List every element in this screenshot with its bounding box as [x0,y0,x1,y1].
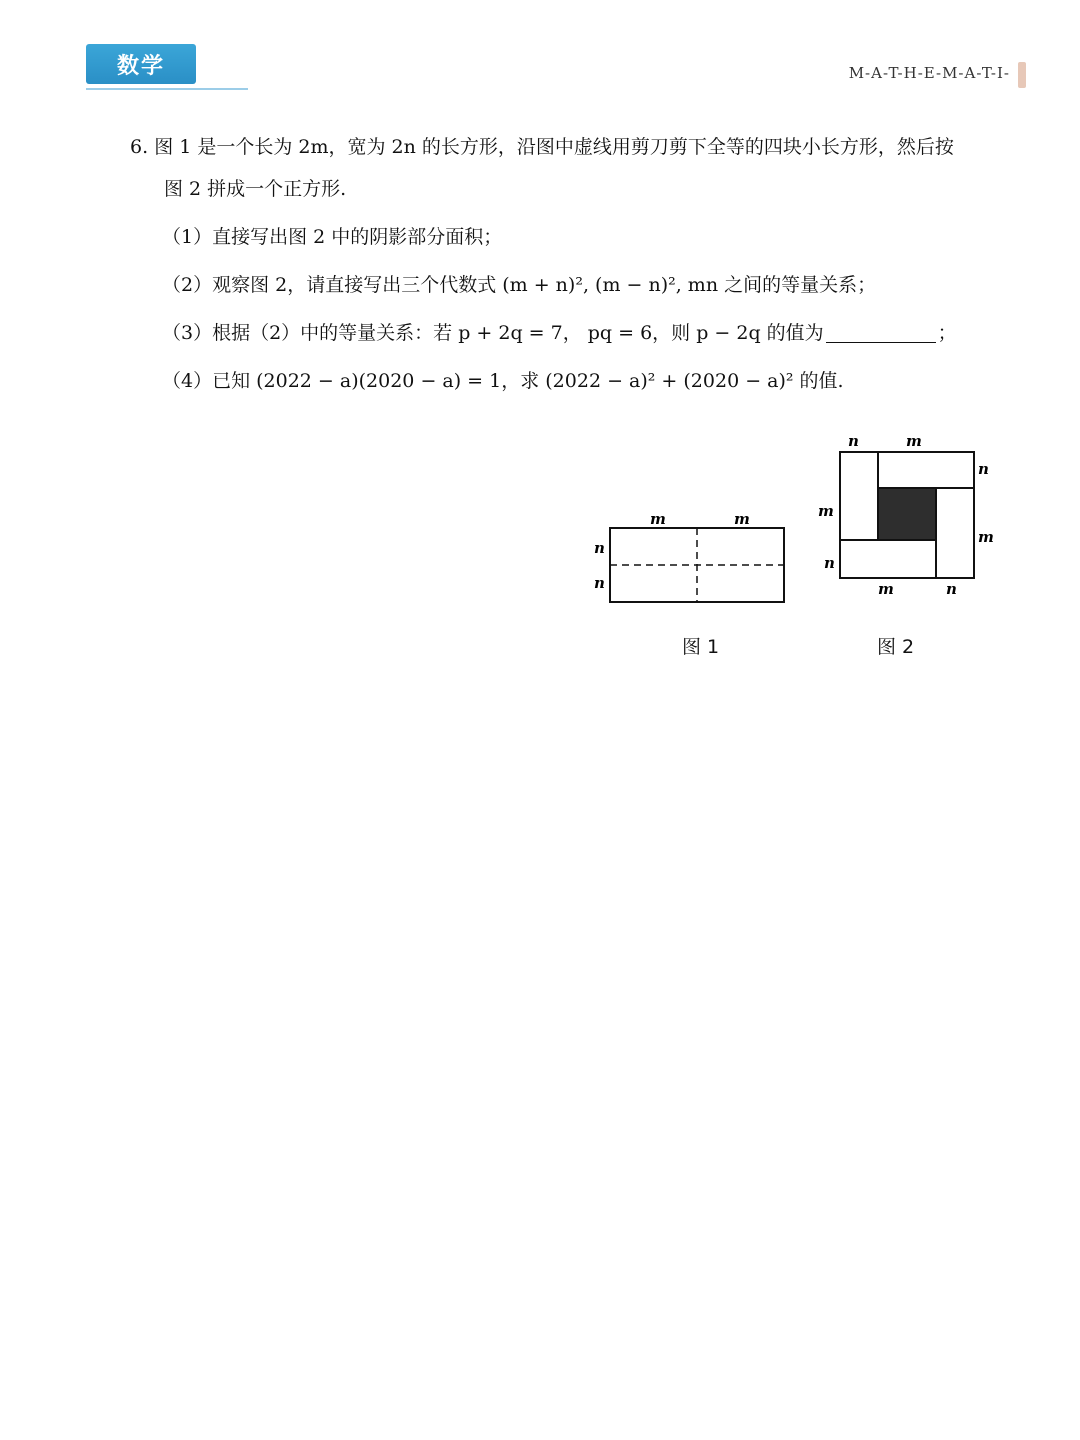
figure-1-caption: 图 1 [682,636,720,658]
question-stem-1: 图 1 是一个长为 2m，宽为 2n 的长方形，沿图中虚线用剪刀剪下全等的四块小长方形，然后按 [154,136,954,158]
fig2-shaded-square [878,488,936,540]
question-stem-2: 图 2 拼成一个正方形. [164,178,347,200]
fig2-label-right-m: m [978,528,994,546]
part-3-text: （3）根据（2）中的等量关系：若 p + 2q = 7， pq = 6，则 p − 2q 的值为 [162,322,824,344]
fig2-top-rect [878,452,974,488]
page-edge-mark [1018,62,1026,88]
question-line-1 [130,126,1030,168]
fig2-label-bottom-n: n [946,580,957,598]
fig1-label-m1: m [650,510,666,528]
header-rule [86,88,248,90]
fig2-label-right-n: n [978,460,989,478]
fig2-label-left-n: n [824,554,835,572]
fig2-label-top-m: m [906,432,922,450]
fig1-label-m2: m [734,510,750,528]
header-mathematics-word: M-A-T-H-E-M-A-T-I- [848,64,1010,82]
fig2-label-bottom-m: m [878,580,894,598]
question-part-4: （4）已知 (2022 − a)(2020 − a) = 1，求 (2022 − a)² + (2020 − a)² 的值. [162,370,844,392]
part-3-end: ； [937,322,957,344]
fig1-label-n1: n [594,539,605,557]
question-6 [130,126,1030,402]
figure-2-caption: 图 2 [877,636,915,658]
question-part-2: （2）观察图 2，请直接写出三个代数式 (m + n)², (m − n)², mn 之间的等量关系； [162,274,877,296]
question-part-1: （1）直接写出图 2 中的阴影部分面积； [162,226,503,248]
fig2-label-top-n: n [848,432,859,450]
question-part-3 [130,312,1030,354]
question-number: 6. [130,136,149,158]
fig2-bottom-rect [840,540,936,578]
fig2-label-left-m: m [818,502,834,520]
fig1-label-n2: n [594,574,605,592]
answer-blank[interactable] [826,320,936,343]
fig2-left-rect [840,452,878,540]
subject-badge: 数学 [86,44,196,84]
figure-2-square [814,430,1004,602]
figure-1-rectangle [588,508,798,608]
fig2-right-rect [936,488,974,578]
